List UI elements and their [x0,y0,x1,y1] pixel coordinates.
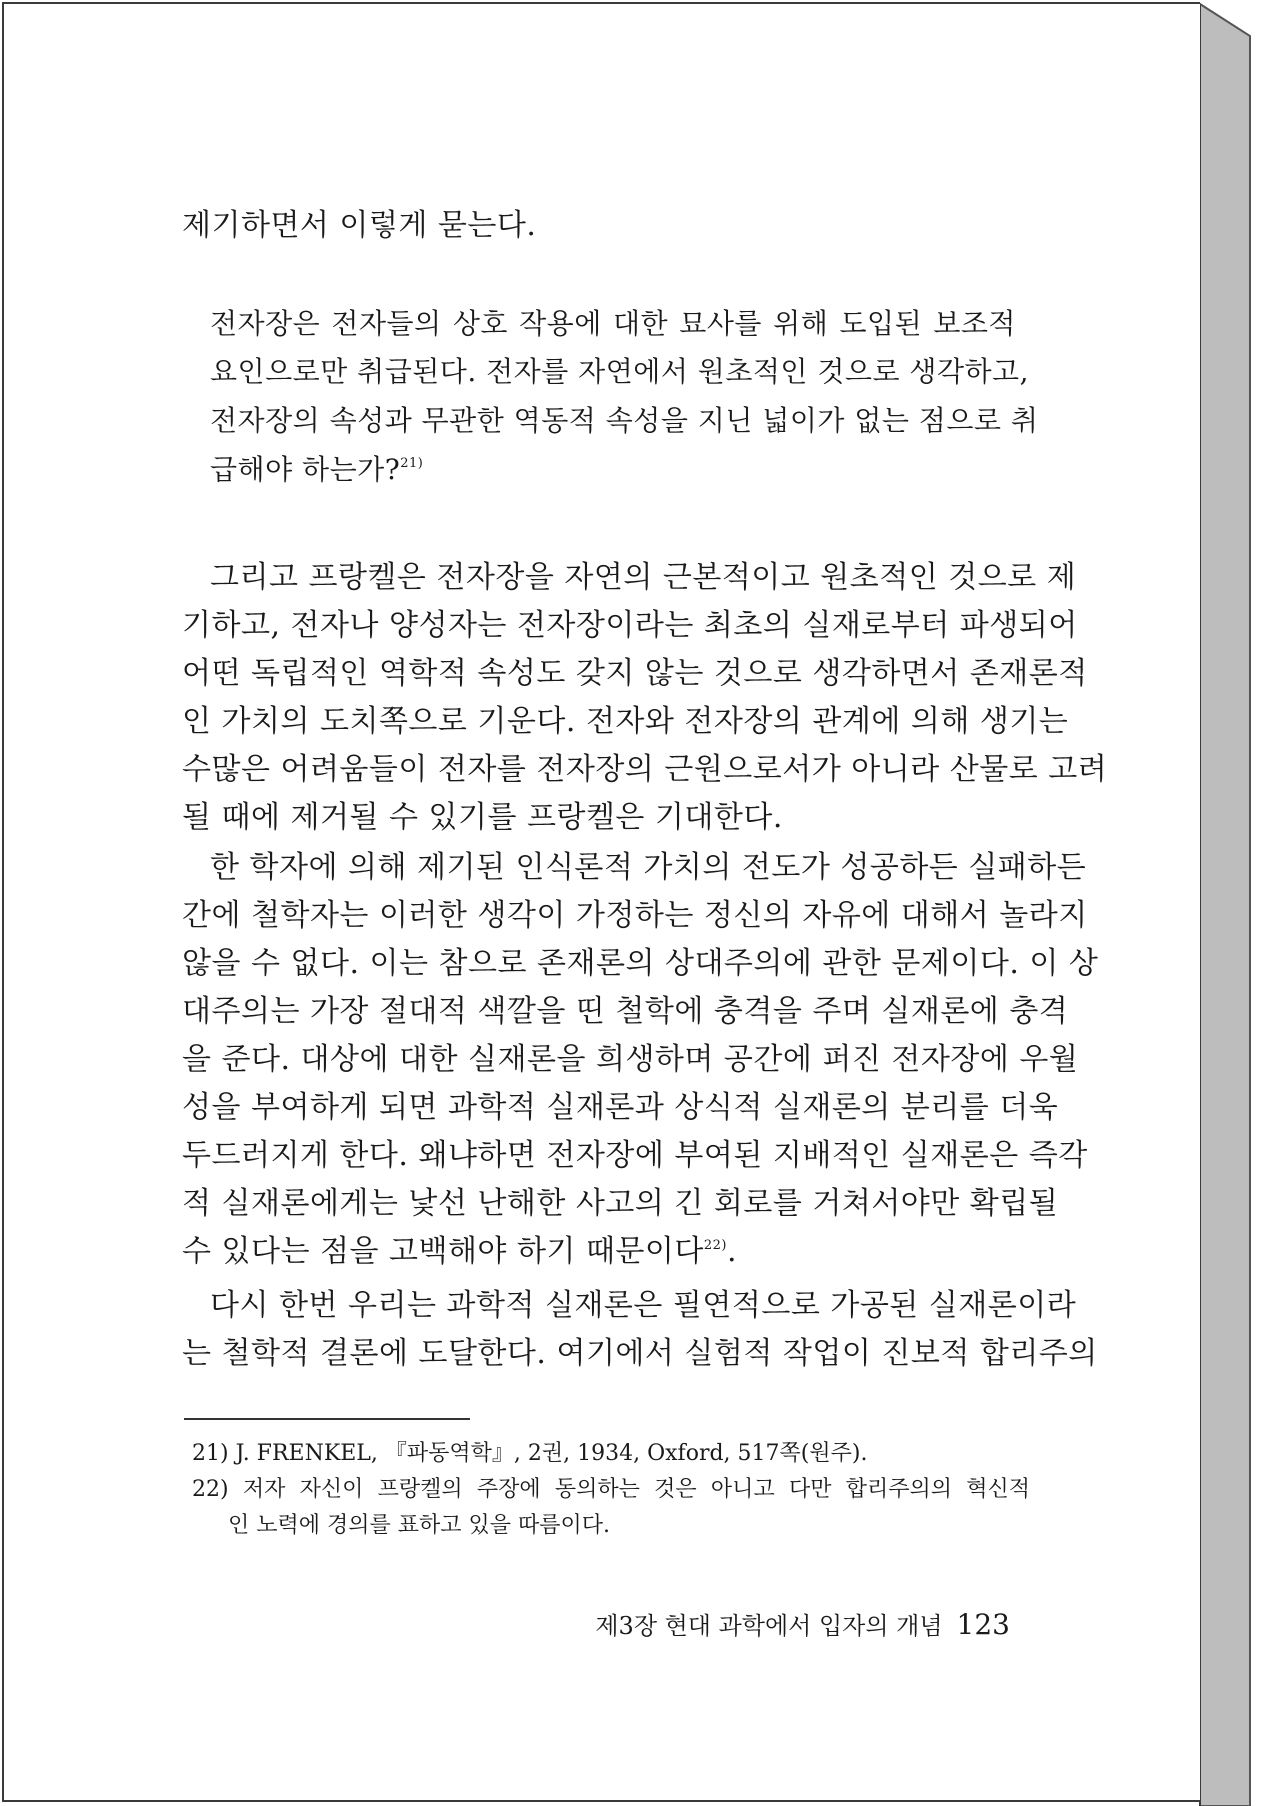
paragraph-line: 다시 한번 우리는 과학적 실재론은 필연적으로 가공된 실재론이라 [210,1288,1077,1323]
chapter-title: 제3장 현대 과학에서 입자의 개념 [595,1612,943,1640]
running-footer [594,1606,1010,1641]
paragraph-line: 어떤 독립적인 역학적 속성도 갖지 않는 것으로 생각하면서 존재론적 [182,656,1088,691]
paragraph-line: 적 실재론에게는 낯선 난해한 사고의 긴 회로를 거쳐서야만 확립될 [182,1186,1059,1221]
paragraph-line: 대주의는 가장 절대적 색깔을 띤 철학에 충격을 주며 실재론에 충격 [182,994,1069,1029]
quote-line-last: 급해야 하는가?$^{21)}$ [210,453,424,486]
footnote-21 [192,1436,867,1467]
paragraph-line: 기하고, 전자나 양성자는 전자장이라는 최초의 실재로부터 파생되어 [182,608,1078,643]
paragraph-line: 는 철학적 결론에 도달한다. 여기에서 실험적 작업이 진보적 합리주의 [182,1336,1098,1371]
footnote-text: J. FRENKEL, 『파동역학』, 2권, 1934, Oxford, 517쪽(원주). [235,1441,868,1466]
paragraph-line: 두드러지게 한다. 왜냐하면 전자장에 부여된 지배적인 실재론은 즉각 [182,1138,1088,1173]
paragraph-line: 수많은 어려움들이 전자를 전자장의 근원으로서가 아니라 산물로 고려 [182,752,1108,787]
footnote-marker: 22) [192,1477,229,1502]
footnote-text: 저자 자신이 프랑켈의 주장에 동의하는 것은 아니고 다만 합리주의의 혁신적 [242,1477,1030,1502]
quote-line: 전자장은 전자들의 상호 작용에 대한 묘사를 위해 도입된 보조적 [210,307,1016,340]
footnote-ref[interactable]: 21) [400,456,424,471]
page-number: 123 [956,1608,1010,1641]
footnote-divider [184,1418,470,1420]
footnote-22 [192,1472,1030,1503]
paragraph-line-last: 수 있다는 점을 고백해야 하기 때문이다$^{22)}$. [182,1234,738,1269]
paragraph-line: 그리고 프랑켈은 전자장을 자연의 근본적이고 원초적인 것으로 제 [210,560,1077,595]
page [2,2,1200,1802]
quote-line: 전자장의 속성과 무관한 역동적 속성을 지닌 넓이가 없는 점으로 취 [210,404,1039,437]
paragraph-line: 한 학자에 의해 제기된 인식론적 가치의 전도가 성공하든 실패하든 [210,850,1087,885]
paragraph-line: 될 때에 제거될 수 있기를 프랑켈은 기대한다. [182,800,783,835]
paragraph-line: 성을 부여하게 되면 과학적 실재론과 상식적 실재론의 분리를 더욱 [182,1090,1059,1125]
quote-line: 요인으로만 취급된다. 전자를 자연에서 원초적인 것으로 생각하고, [210,355,1030,388]
opening-line: 제기하면서 이렇게 묻는다. [182,208,537,243]
paragraph-line: 않을 수 없다. 이는 참으로 존재론의 상대주의에 관한 문제이다. 이 상 [182,946,1099,981]
footnote-22-continuation: 인 노력에 경의를 표하고 있을 따름이다. [228,1513,610,1538]
paragraph-line: 을 준다. 대상에 대한 실재론을 희생하며 공간에 퍼진 전자장에 우월 [182,1042,1079,1077]
paragraph-line: 인 가치의 도치쪽으로 기운다. 전자와 전자장의 관계에 의해 생기는 [182,704,1069,739]
paragraph-line: 간에 철학자는 이러한 생각이 가정하는 정신의 자유에 대해서 놀라지 [182,898,1088,933]
footnote-marker: 21) [192,1441,229,1466]
footnote-ref[interactable]: 22) [703,1238,727,1253]
